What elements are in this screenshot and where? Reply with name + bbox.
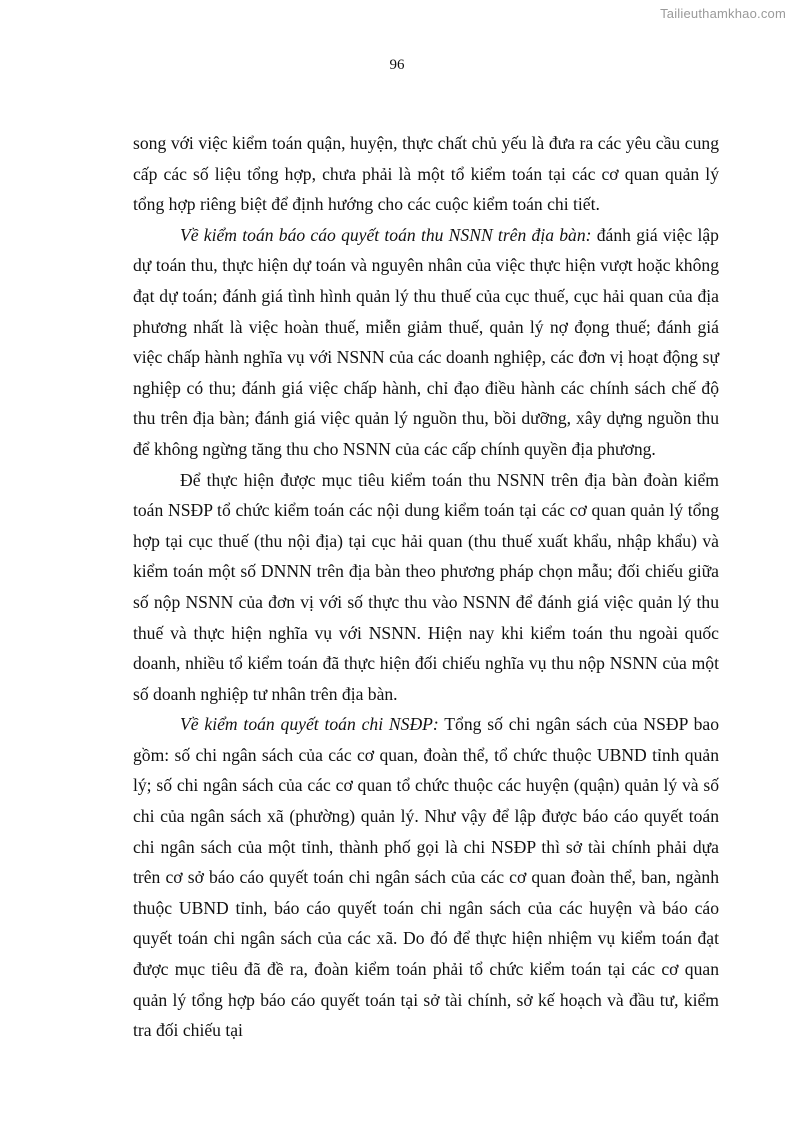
paragraph-4-text: Tổng số chi ngân sách của NSĐP bao gồm: số chi ngân sách của các cơ quan, đoàn thể, tổ chức thuộc UBND tỉnh quản lý; số chi ngân sách của các cơ quan tổ chức thuộc các huyện (quận) quản lý và số chi của ngân sách xã (phường) quản lý. Như vậy để lập được báo cáo quyết toán chi ngân sách của một tỉnh, thành phố gọi là chi NSĐP thì sở tài chính phải dựa trên cơ sở báo cáo quyết toán chi ngân sách của các cơ quan đoàn thể, ban, ngành thuộc UBND tỉnh, báo cáo quyết toán chi ngân sách của các huyện và báo cáo quyết toán chi ngân sách của các xã. Do đó để thực hiện nhiệm vụ kiểm toán đạt được mục tiêu đã đề ra, đoàn kiểm toán phải tổ chức kiểm toán tại các cơ quan quản lý tổng hợp báo cáo quyết toán tại sở tài chính, sở kế hoạch và đầu tư, kiểm tra đối chiếu tại xyxy=(133,714,719,1041)
watermark: Tailieuthamkhao.com xyxy=(660,6,786,21)
paragraph-4 xyxy=(133,709,719,1046)
paragraph-1: song với việc kiểm toán quận, huyện, thực chất chủ yếu là đưa ra các yêu cầu cung cấp các số liệu tổng hợp, chưa phải là một tổ kiểm toán tại các cơ quan quản lý tổng hợp riêng biệt để định hướng cho các cuộc kiểm toán chi tiết. xyxy=(133,133,719,215)
paragraph-4-lead: Về kiểm toán quyết toán chi NSĐP: xyxy=(180,714,439,735)
document-body xyxy=(133,128,719,1046)
paragraph-2 xyxy=(133,220,719,465)
paragraph-2-text: đánh giá việc lập dự toán thu, thực hiện dự toán và nguyên nhân của việc thực hiện vượt hoặc không đạt dự toán; đánh giá tình hình quản lý thu thuế của cục thuế, cục hải quan của địa phương nhất là việc hoàn thuế, miễn giảm thuế, quản lý nợ đọng thuế; đánh giá việc chấp hành nghĩa vụ với NSNN của các doanh nghiệp, các đơn vị hoạt động sự nghiệp có thu; đánh giá việc chấp hành, chỉ đạo điều hành các chính sách chế độ thu trên địa bàn; đánh giá việc quản lý nguồn thu, bồi dưỡng, xây dựng nguồn thu để không ngừng tăng thu cho NSNN của các cấp chính quyền địa phương. xyxy=(133,224,719,459)
page-number: 96 xyxy=(389,57,405,73)
paragraph-3: Để thực hiện được mục tiêu kiểm toán thu NSNN trên địa bàn đoàn kiểm toán NSĐP tổ chức kiểm toán các nội dung kiểm toán tại các cơ quan quản lý tổng hợp tại cục thuế (thu nội địa) tại cục hải quan (thu thuế xuất khẩu, nhập khẩu) và kiểm toán một số DNNN trên địa bàn theo phương pháp chọn mẫu; đối chiếu giữa số nộp NSNN của đơn vị với số thực thu vào NSNN để đánh giá việc quản lý thu thuế và thực hiện nghĩa vụ với NSNN. Hiện nay khi kiểm toán thu ngoài quốc doanh, nhiều tổ kiểm toán đã thực hiện đối chiếu nghĩa vụ thu nộp NSNN của một số doanh nghiệp tư nhân trên địa bàn. xyxy=(133,469,719,704)
paragraph-2-lead: Về kiểm toán báo cáo quyết toán thu NSNN trên địa bàn: xyxy=(180,224,592,245)
